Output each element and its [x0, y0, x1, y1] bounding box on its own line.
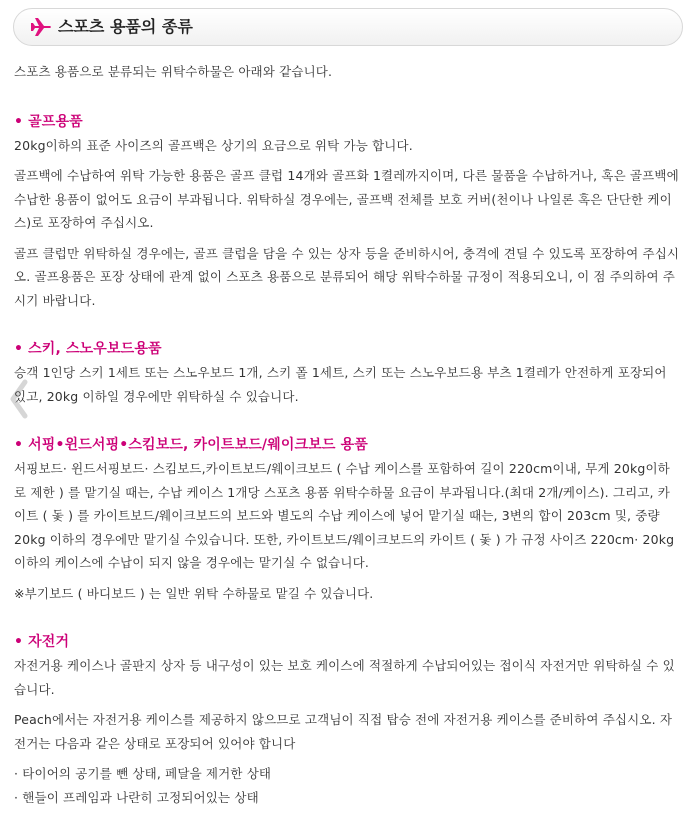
- surf-paragraph-2: ※부기보드 ( 바디보드 ) 는 일반 위탁 수하물로 맡길 수 있습니다.: [14, 585, 374, 601]
- section-title-ski: • 스키, 스노우보드용품: [14, 341, 162, 357]
- bike-paragraph-2: Peach에서는 자전거용 케이스를 제공하지 않으므로 고객님이 직접 탑승 전에 자전거용 케이스를 준비하여 주십시오. 자전거는 다음과 같은 상태로 포장되어 있어야 합니다: [14, 712, 673, 751]
- ski-paragraph-1: 승객 1인당 스키 1세트 또는 스노우보드 1개, 스키 폴 1세트, 스키 또는 스노우보드용 부츠 1켤레가 안전하게 포장되어 있고, 20kg 이하일 경우에만 위탁하실 수 있습니다.: [14, 365, 667, 404]
- section-golf: [14, 110, 682, 313]
- bike-bullet-2: · 핸들이 프레임과 나란히 고정되어있는 상태: [14, 789, 259, 805]
- airplane-icon: [30, 17, 52, 37]
- bike-paragraph-1: 자전거용 케이스나 골판지 상자 등 내구성이 있는 보호 케이스에 적절하게 수납되어있는 접이식 자전거만 위탁하실 수 있습니다.: [14, 658, 675, 697]
- section-bike: [14, 630, 682, 809]
- surf-paragraph-1: 서핑보드· 윈드서핑보드· 스킴보드,카이트보드/웨이크보드 ( 수납 케이스를 포함하여 길이 220cm이내, 무게 20kg이하로 제한 ) 를 맡기실 때는, 수납 케이스 1개당 스포츠 용품 위탁수하물 요금이 부과됩니다.(최대 2개/케이스). 그리고, 카이트 ( 돛 ) 를 카이트보드/웨이크보드의 보드와 별도의 수납 케이스에 넣어 맡기실 때는, 3변의 합이 203cm 및, 중량 20kg 이하의 경우에만 맡기실 수있습니다. 또한, 카이트보드/웨이크보드의 카이트 ( 돛 ) 가 규정 사이즈 220cm· 20kg 이하의 케이스에 수납이 되지 않을 경우에는 맡기실 수 없습니다.: [14, 461, 675, 570]
- section-title-bike: • 자전거: [14, 634, 70, 650]
- section-ski: [14, 337, 682, 408]
- bike-bullet-1: · 타이어의 공기를 뺀 상태, 페달을 제거한 상태: [14, 766, 272, 781]
- section-title-golf: • 골프용품: [14, 113, 83, 130]
- intro-text: 스포츠 용품으로 분류되는 위탁수하물은 아래와 같습니다.: [14, 64, 333, 79]
- golf-paragraph-2: 골프백에 수납하여 위탁 가능한 용품은 골프 클럽 14개와 골프화 1켤레까지이며, 다른 물품을 수납하거나, 혹은 골프백에 수납한 용품이 없어도 요금이 부과됩니다. 위탁하실 경우에는, 골프백 전체를 보호 커버(천이나 나일론 혹은 단단한 케이스)로 포장하여 주십시오.: [14, 168, 679, 230]
- content: [14, 60, 682, 834]
- section-header: [13, 8, 683, 46]
- golf-paragraph-3: 골프 클럽만 위탁하실 경우에는, 골프 클럽을 담을 수 있는 상자 등을 준비하시어, 충격에 견딜 수 있도록 포장하여 주십시오. 골프용품은 포장 상태에 관계 없이 스포츠 용품으로 분류되어 해당 위탁수하물 규정이 적용되오니, 이 점 주의하여 주시기 바랍니다.: [14, 245, 680, 308]
- section-title-surf: • 서핑•윈드서핑•스킴보드, 카이트보드/웨이크보드 용품: [14, 437, 368, 453]
- golf-paragraph-1: 20kg이하의 표준 사이즈의 골프백은 상기의 요금으로 위탁 가능 합니다.: [14, 137, 413, 153]
- page-title: 스포츠 용품의 종류: [58, 17, 193, 36]
- section-surf: [14, 433, 682, 605]
